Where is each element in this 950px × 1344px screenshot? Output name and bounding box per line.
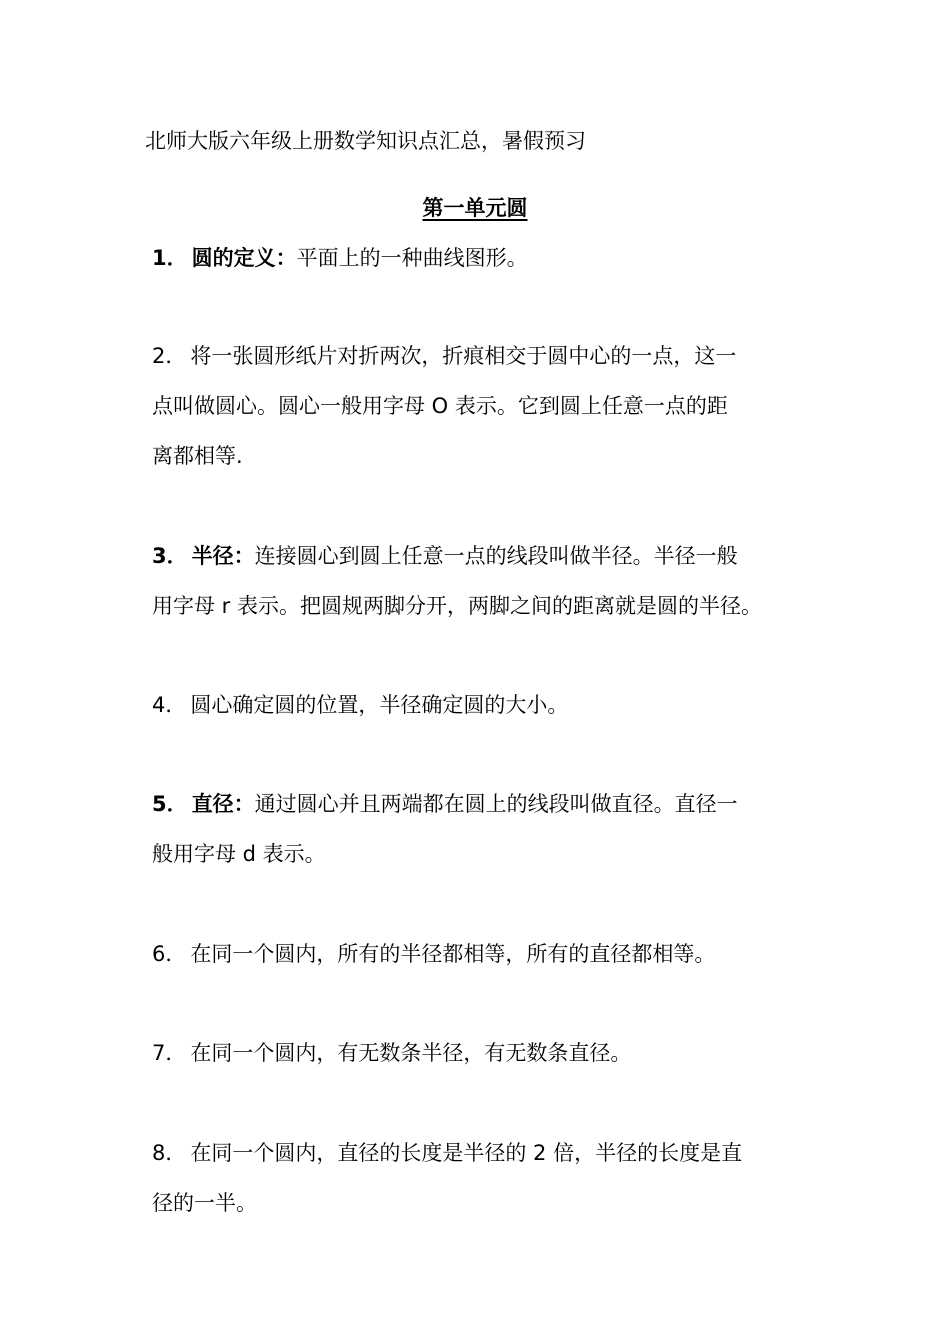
item-number: 1． xyxy=(152,246,188,270)
knowledge-item-6 xyxy=(152,929,802,979)
item-text: 在同一个圆内，有无数条半径，有无数条直径。 xyxy=(190,1041,632,1065)
item-number: 3． xyxy=(152,544,188,568)
knowledge-item-5 xyxy=(152,779,802,879)
item-term: 直径： xyxy=(191,792,255,816)
item-text: 将一张圆形纸片对折两次，折痕相交于圆中心的一点，这一 xyxy=(190,344,737,368)
item-line: 点叫做圆心。圆心一般用字母 O 表示。它到圆上任意一点的距 xyxy=(152,394,728,418)
item-line xyxy=(152,779,802,829)
item-number: 4． xyxy=(152,693,187,717)
item-number: 5． xyxy=(152,792,188,816)
knowledge-item-3 xyxy=(152,531,802,631)
item-term: 圆的定义： xyxy=(191,246,297,270)
item-line: 径的一半。 xyxy=(152,1191,257,1215)
knowledge-item-2 xyxy=(152,331,802,481)
item-line: 用字母 r 表示。把圆规两脚分开，两脚之间的距离就是圆的半径。 xyxy=(152,594,762,618)
item-line xyxy=(152,1028,802,1078)
document-title: 北师大版六年级上册数学知识点汇总，暑假预习 xyxy=(145,129,586,153)
item-line xyxy=(152,233,802,283)
knowledge-item-1 xyxy=(152,233,802,283)
item-text: 在同一个圆内，直径的长度是半径的 2 倍，半径的长度是直 xyxy=(190,1141,743,1165)
item-line xyxy=(152,331,802,381)
knowledge-item-7 xyxy=(152,1028,802,1078)
item-text: 圆心确定圆的位置，半径确定圆的大小。 xyxy=(190,693,569,717)
item-number: 8． xyxy=(152,1141,187,1165)
item-line xyxy=(152,1128,802,1178)
item-number: 6． xyxy=(152,942,187,966)
item-line xyxy=(152,531,802,581)
unit-heading: 第一单元圆 xyxy=(422,196,528,220)
item-line xyxy=(152,929,802,979)
item-text: 平面上的一种曲线图形。 xyxy=(296,246,528,270)
knowledge-item-4 xyxy=(152,680,802,730)
item-text: 连接圆心到圆上任意一点的线段叫做半径。半径一般 xyxy=(254,544,738,568)
item-line xyxy=(152,680,802,730)
item-line: 离都相等. xyxy=(152,444,243,468)
item-line: 般用字母 d 表示。 xyxy=(152,842,326,866)
item-term: 半径： xyxy=(191,544,255,568)
knowledge-item-8 xyxy=(152,1128,802,1228)
item-number: 7． xyxy=(152,1041,187,1065)
item-text: 在同一个圆内，所有的半径都相等，所有的直径都相等。 xyxy=(190,942,716,966)
item-number: 2． xyxy=(152,344,187,368)
item-text: 通过圆心并且两端都在圆上的线段叫做直径。直径一 xyxy=(254,792,738,816)
